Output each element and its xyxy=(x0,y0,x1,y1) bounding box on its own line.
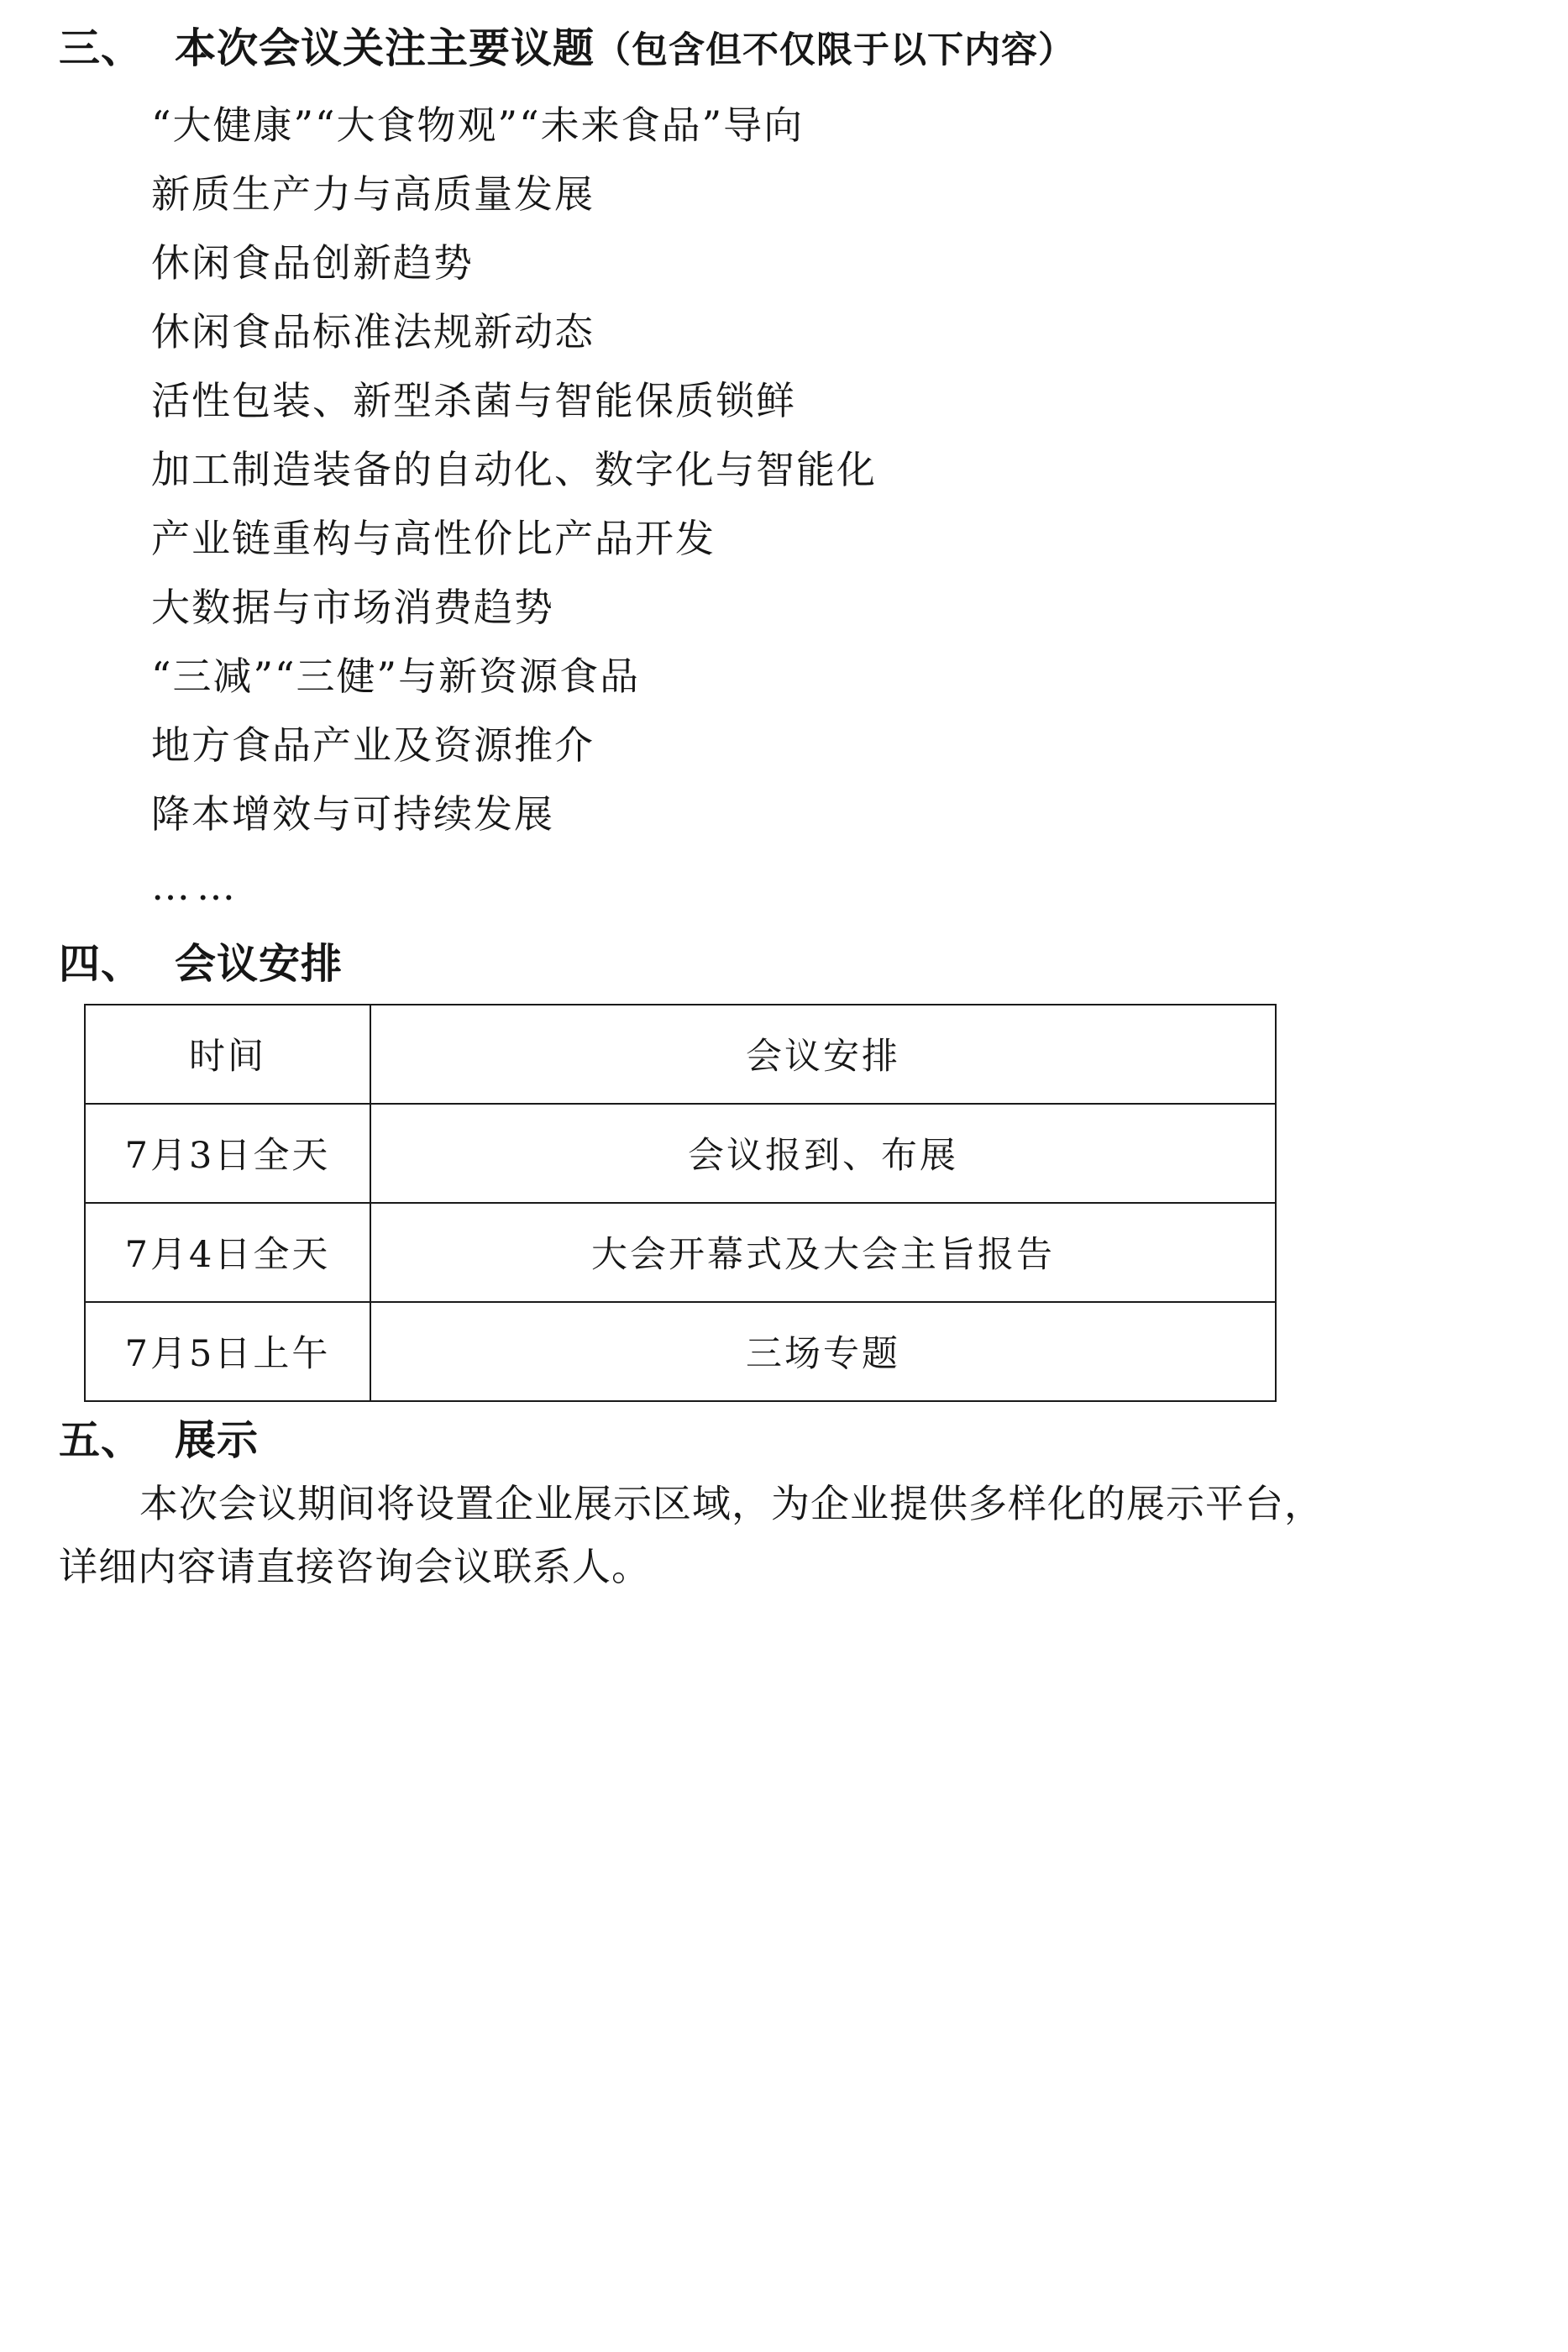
table-row xyxy=(85,1203,1276,1302)
section-heading-schedule xyxy=(59,941,1467,988)
table-cell-time: 7月3日全天 xyxy=(85,1104,370,1203)
table-header-row xyxy=(85,1005,1276,1104)
table-cell-time: 7月5日上午 xyxy=(85,1302,370,1401)
table-row xyxy=(85,1302,1276,1401)
list-item: 地方食品产业及资源推介 xyxy=(151,722,595,769)
section-number-five: 五、 xyxy=(59,1415,144,1464)
exhibition-paragraph: 本次会议期间将设置企业展示区域，为企业提供多样化的展示平台，详细内容请直接咨询会议联系人。 xyxy=(59,1481,1324,1589)
list-item: 加工制造装备的自动化、数字化与智能化 xyxy=(151,447,877,493)
list-item: 降本增效与可持续发展 xyxy=(151,791,554,837)
section-heading-exhibition xyxy=(59,1417,1467,1464)
list-item: 大数据与市场消费趋势 xyxy=(151,585,554,631)
list-item: 产业链重构与高性价比产品开发 xyxy=(151,516,716,562)
table-header-arrangement: 会议安排 xyxy=(370,1005,1276,1104)
list-item: 休闲食品标准法规新动态 xyxy=(151,309,595,355)
section-title-topics: 本次会议关注主要议题 xyxy=(175,24,595,72)
section-title-exhibition: 展示 xyxy=(175,1415,260,1464)
topic-list xyxy=(59,91,1467,911)
table-cell-arrangement: 三场专题 xyxy=(370,1302,1276,1401)
list-item: 活性包装、新型杀菌与智能保质锁鲜 xyxy=(151,378,796,424)
table-row xyxy=(85,1104,1276,1203)
table-cell-arrangement: 大会开幕式及大会主旨报告 xyxy=(370,1203,1276,1302)
table-header-time: 时间 xyxy=(85,1005,370,1104)
list-item: 休闲食品创新趋势 xyxy=(151,240,474,286)
section-heading-topics xyxy=(59,25,1467,72)
section-title-topics-note: （包含但不仅限于以下内容） xyxy=(595,29,1076,71)
list-item-ellipsis: …… xyxy=(151,864,242,910)
section-number-four: 四、 xyxy=(59,940,144,989)
section-title-schedule: 会议安排 xyxy=(175,940,343,989)
list-item: “大健康”“大食物观”“未来食品”导向 xyxy=(151,102,805,149)
schedule-table xyxy=(84,1004,1277,1402)
table-cell-time: 7月4日全天 xyxy=(85,1203,370,1302)
list-item: “三减”“三健”与新资源食品 xyxy=(151,654,641,700)
list-item: 新质生产力与高质量发展 xyxy=(151,171,595,218)
section-number-three: 三、 xyxy=(59,24,144,72)
table-cell-arrangement: 会议报到、布展 xyxy=(370,1104,1276,1203)
